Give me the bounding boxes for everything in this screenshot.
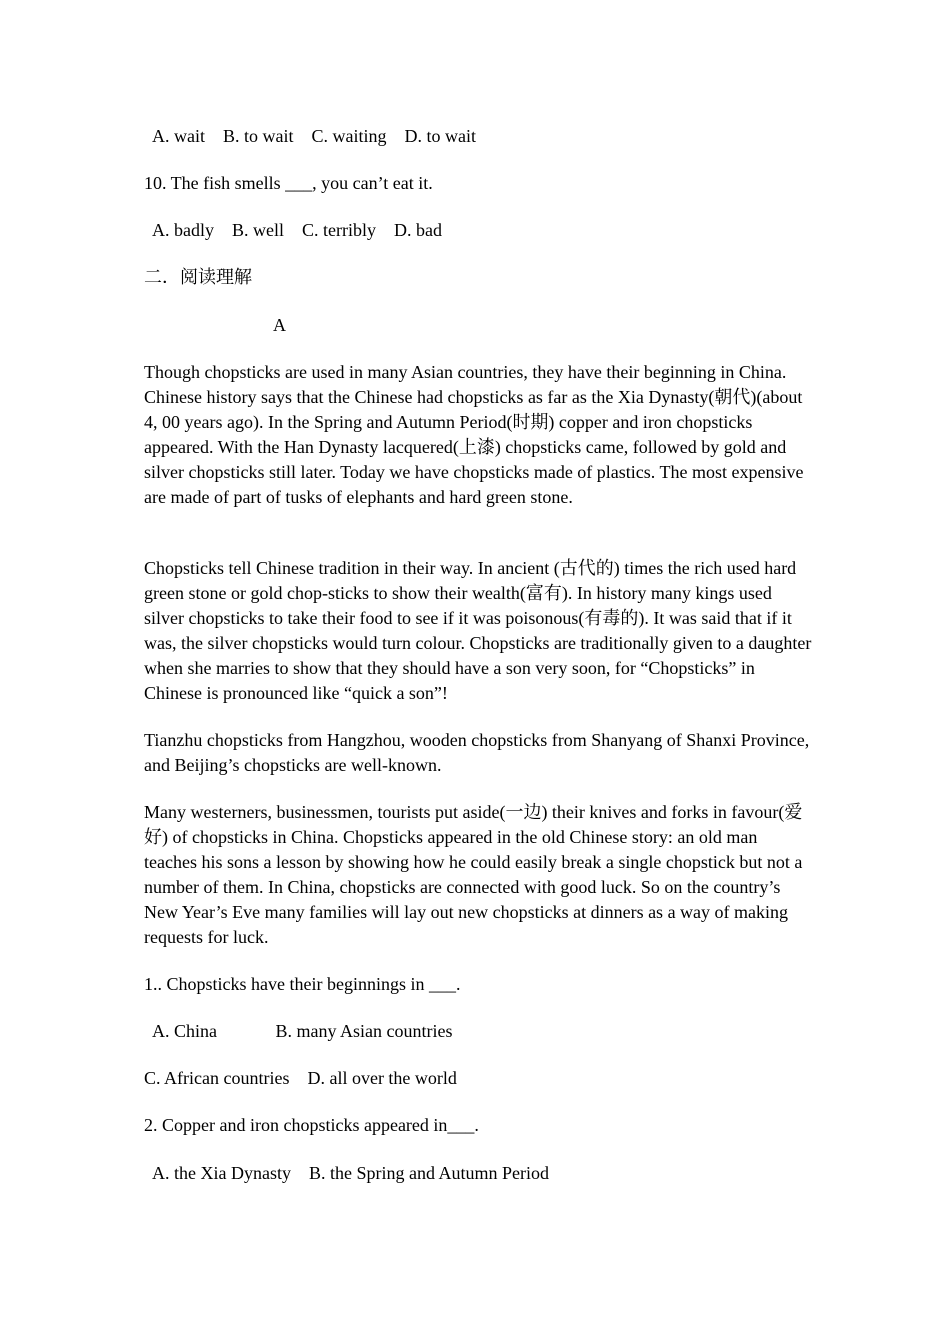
passage-label: A	[273, 315, 286, 335]
passage-paragraph-1: Though chopsticks are used in many Asian countries, they have their beginning in China. Chinese history says that the Chinese had chopsticks as far as the Xia Dynasty(朝代)(about 4, 00 years ago). In the Spring and Autumn Period(时期) copper and iron chopsticks appeared. With the Han Dynasty lacquered(上漆) chopsticks came, followed by gold and silver chopsticks still later. Today we have chopsticks made of plastics. The most expensive are made of part of tusks of elephants and hard green stone.	[144, 362, 804, 507]
q10-options: A. badly B. well C. terribly D. bad	[144, 220, 442, 240]
q1-stem: 1.. Chopsticks have their beginnings in ___.	[144, 974, 461, 994]
q1-options-row-2: C. African countries D. all over the world	[144, 1068, 457, 1088]
passage-paragraph-4: Many westerners, businessmen, tourists put aside(一边) their knives and forks in favour(爱好) of chopsticks in China. Chopsticks appeared in the old Chinese story: an old man teaches his sons a lesson by showing how he could easily break a single chopstick but not a number of them. In China, chopsticks are connected with good luck. So on the country’s New Year’s Eve many families will lay out new chopsticks at dinners as a way of making requests for luck.	[144, 802, 803, 947]
q2-options-row-1: A. the Xia Dynasty B. the Spring and Autumn Period	[144, 1163, 549, 1183]
q10-stem: 10. The fish smells ___, you can’t eat it.	[144, 173, 433, 193]
q9-options: A. wait B. to wait C. waiting D. to wait	[144, 126, 476, 146]
q2-stem: 2. Copper and iron chopsticks appeared in___.	[144, 1115, 479, 1135]
passage-paragraph-2: Chopsticks tell Chinese tradition in their way. In ancient (古代的) times the rich used hard green stone or gold chop-sticks to show their wealth(富有). In history many kings used silver chopsticks to take their food to see if it was poisonous(有毒的). It was said that if it was, the silver chopsticks would turn colour. Chopsticks are traditionally given to a daughter when she marries to show that they should have a son very soon, for “Chopsticks” in Chinese is pronounced like “quick a son”!	[144, 558, 812, 703]
q1-options-row-1: A. China B. many Asian countries	[144, 1021, 453, 1041]
section-heading: 二．阅读理解	[144, 267, 252, 287]
passage-paragraph-3: Tianzhu chopsticks from Hangzhou, wooden chopsticks from Shanyang of Shanxi Province, and Beijing’s chopsticks are well-known.	[144, 730, 810, 775]
